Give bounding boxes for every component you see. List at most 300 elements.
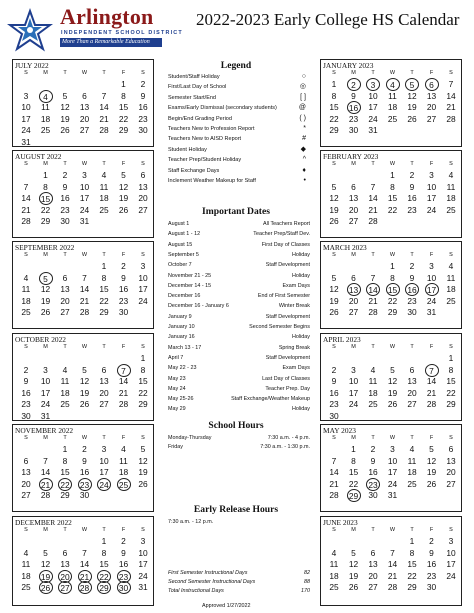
legend-item [168, 145, 308, 155]
day-cell: 12 [79, 376, 90, 387]
day-cell: 19 [118, 193, 129, 204]
day-cell: 19 [329, 204, 339, 215]
weekday-label: F [121, 70, 126, 76]
date-label: May 25-26 [168, 396, 194, 403]
day-cell: 19 [407, 102, 417, 113]
weekday-label: F [121, 435, 126, 441]
day-cell: 17 [138, 559, 148, 570]
legend-item [168, 134, 308, 144]
day-cell: 28 [446, 113, 456, 124]
weekday-label: S [332, 252, 336, 258]
weekday-label: T [371, 252, 375, 258]
event-label: Staff Development [265, 313, 310, 320]
event-label: All Teachers Report [263, 221, 310, 227]
day-cell: 10 [426, 181, 437, 192]
day-cell: 14 [329, 467, 339, 478]
instructional-label: Total Instructional Days [168, 588, 224, 594]
day-cell: 31 [426, 307, 437, 318]
day-cell: 15 [386, 283, 400, 296]
day-cell: 27 [348, 216, 359, 227]
day-cell: 16 [407, 193, 417, 204]
day-cell: 18 [99, 193, 109, 204]
day-cell: 20 [58, 570, 72, 583]
day-cell: 30 [348, 125, 359, 136]
day-cell: 19 [138, 467, 148, 478]
day-cell: 25 [21, 582, 31, 593]
day-cell: 24 [426, 204, 437, 215]
weekday-label: S [141, 252, 145, 258]
weekday-label: W [389, 252, 396, 258]
legend-label: Student Holiday [168, 146, 207, 153]
date-row [168, 344, 310, 352]
legend-label: Teachers New to Profession Report [168, 126, 255, 132]
day-cell: 27 [348, 307, 359, 318]
day-cell: 13 [368, 559, 378, 570]
day-cell: 15 [348, 467, 359, 478]
day-cell: 5 [405, 78, 419, 91]
day-cell: 29 [60, 490, 70, 501]
day-cell: 11 [329, 559, 339, 570]
day-cell: 13 [21, 467, 31, 478]
event-label: End of First Semester [257, 293, 310, 300]
day-cell: 31 [79, 216, 90, 227]
logo-name: Arlington [60, 4, 154, 29]
legend-symbol-icon: ○ [301, 73, 306, 80]
date-row [168, 313, 310, 321]
day-cell: 31 [368, 125, 378, 136]
day-cell: 10 [348, 376, 359, 387]
day-cell: 13 [407, 376, 417, 387]
day-cell: 6 [448, 444, 454, 454]
day-cell: 11 [99, 181, 109, 192]
weekday-label: T [410, 252, 414, 258]
day-cell: 16 [118, 559, 129, 570]
weekday-label: S [141, 70, 145, 76]
day-cell: 12 [118, 181, 129, 192]
day-cell: 15 [39, 192, 53, 205]
day-cell: 22 [97, 570, 111, 583]
weekday-label: W [81, 344, 88, 350]
weekday-label: S [332, 70, 336, 76]
day-cell: 12 [329, 284, 339, 295]
day-cell: 6 [351, 181, 356, 192]
day-cell: 3 [429, 170, 434, 180]
day-cell: 12 [40, 559, 51, 570]
day-cell: 3 [101, 444, 107, 454]
legend-item [168, 82, 308, 92]
day-cell: 24 [21, 125, 31, 136]
day-cell: 2 [370, 444, 376, 454]
day-cell: 9 [351, 90, 356, 101]
day-cell: 31 [40, 411, 51, 421]
day-cell: 7 [448, 79, 454, 89]
day-cell: 26 [329, 307, 339, 318]
day-cell: 2 [409, 261, 415, 271]
month-march-2023 [320, 241, 462, 329]
day-cell: 9 [62, 181, 68, 192]
day-cell: 2 [429, 536, 434, 546]
day-cell: 15 [387, 193, 398, 204]
day-cell: 29 [40, 216, 51, 227]
day-cell: 24 [387, 478, 398, 489]
day-cell: 25 [387, 113, 398, 124]
day-cell: 3 [43, 364, 48, 375]
day-cell: 15 [446, 376, 456, 387]
day-cell: 20 [348, 295, 359, 306]
instructional-row [168, 578, 310, 586]
month-may-2023 [320, 424, 462, 512]
day-cell: 6 [23, 455, 29, 466]
weekday-label: W [389, 435, 396, 441]
legend-symbol-icon: ( ) [299, 114, 306, 122]
day-cell: 16 [118, 284, 129, 295]
event-label: Staff Exchange/Weather Makeup [231, 396, 310, 403]
weekday-label: T [410, 435, 414, 441]
instructional-row [168, 587, 310, 595]
weekday-label: T [102, 527, 106, 533]
weekday-label: W [389, 527, 396, 533]
event-label: Winter Break [278, 303, 310, 310]
day-cell: 13 [99, 376, 109, 387]
day-cell: 3 [140, 536, 146, 546]
date-row [168, 395, 310, 403]
day-cell: 5 [140, 444, 146, 454]
weekday-label: T [410, 527, 414, 533]
weekday-label: W [389, 344, 396, 350]
day-cell: 12 [329, 193, 339, 204]
day-cell: 24 [40, 399, 51, 410]
date-label: May 23 [168, 375, 186, 382]
day-cell: 18 [40, 113, 51, 124]
day-cell: 20 [407, 387, 417, 398]
weekday-header [321, 252, 461, 259]
day-cell: 7 [331, 455, 337, 466]
day-cell: 2 [62, 170, 68, 180]
legend-label: Inclement Weather Makeup for Staff [168, 178, 256, 184]
month-name: JULY 2022 [15, 61, 49, 70]
day-cell: 18 [21, 295, 31, 306]
day-cell: 10 [40, 376, 51, 387]
date-row [168, 375, 310, 383]
legend-label: Teacher Prep/Student Holiday [168, 157, 242, 164]
day-cell: 29 [347, 489, 361, 502]
weekday-label: M [43, 70, 48, 76]
day-cell: 25 [446, 204, 456, 215]
day-cell: 4 [121, 444, 126, 454]
day-cell: 26 [60, 125, 70, 136]
day-cell: 30 [118, 307, 129, 318]
month-april-2023 [320, 333, 462, 421]
legend-symbol-icon: ♦ [302, 166, 306, 174]
legend-symbol-icon: @ [298, 104, 306, 112]
day-cell: 24 [79, 204, 90, 215]
date-row [168, 354, 310, 362]
day-cell: 14 [40, 467, 51, 478]
day-cell: 28 [368, 307, 378, 318]
day-cell: 21 [79, 295, 90, 306]
day-cell: 14 [79, 284, 90, 295]
date-row [168, 251, 310, 259]
instructional-label: Second Semester Instructional Days [168, 579, 256, 585]
day-cell: 18 [387, 102, 398, 113]
weekday-label: S [24, 252, 28, 258]
weekday-label: F [121, 527, 126, 533]
month-november-2022 [12, 424, 154, 512]
weekday-label: T [63, 344, 67, 350]
date-label: November 21 - 25 [168, 272, 212, 279]
weekday-header [13, 435, 153, 442]
day-cell: 2 [121, 536, 126, 546]
date-row [168, 385, 310, 393]
day-cell: 4 [23, 547, 29, 558]
day-cell: 19 [39, 570, 53, 583]
event-label: Holiday [292, 334, 310, 341]
day-cell: 19 [387, 387, 398, 398]
weekday-header [321, 161, 461, 168]
date-label: August 1 [168, 221, 190, 227]
event-label: Exam Days [282, 365, 310, 372]
day-cell: 10 [138, 547, 148, 558]
day-cell: 16 [21, 387, 31, 398]
day-cell: 11 [119, 455, 128, 466]
day-cell: 13 [348, 193, 359, 204]
day-cell: 23 [348, 113, 359, 124]
day-cell: 1 [43, 170, 48, 180]
day-cell: 30 [21, 411, 31, 421]
date-label: December 16 [168, 293, 201, 300]
legend-item [168, 176, 308, 186]
day-cell: 26 [348, 582, 359, 593]
early-release-title: Early Release Hours [193, 504, 279, 515]
month-january-2023 [320, 59, 462, 147]
day-cell: 26 [79, 399, 90, 410]
day-cell: 7 [425, 364, 439, 377]
day-cell: 25 [40, 125, 51, 136]
day-cell: 25 [21, 307, 31, 318]
day-cell: 23 [60, 204, 70, 215]
day-cell: 12 [426, 455, 437, 466]
day-cell: 7 [370, 272, 376, 283]
weekday-header [13, 70, 153, 77]
day-cell: 20 [446, 467, 456, 478]
day-cell: 15 [99, 284, 109, 295]
day-cell: 11 [368, 376, 378, 387]
legend-symbol-icon: ^ [302, 156, 306, 164]
date-label: March 13 - 17 [168, 344, 202, 351]
weekday-label: S [141, 161, 145, 167]
day-cell: 19 [426, 467, 437, 478]
approved-date: Approved 1/27/2022 [202, 603, 251, 609]
hours-day: Monday-Thursday [168, 435, 212, 441]
day-cell: 10 [368, 90, 378, 101]
date-label: December 16 - January 6 [168, 303, 229, 310]
day-cell: 11 [60, 376, 70, 387]
day-cell: 13 [426, 90, 437, 101]
day-cell: 4 [39, 90, 53, 103]
day-cell: 7 [390, 547, 395, 558]
event-label: Staff Development [265, 262, 310, 269]
date-label: October 7 [168, 262, 192, 269]
day-cell: 16 [426, 559, 437, 570]
legend-item [168, 155, 308, 165]
day-cell: 17 [99, 467, 109, 478]
weekday-label: M [43, 344, 48, 350]
day-cell: 30 [138, 125, 148, 136]
day-cell: 11 [407, 455, 417, 466]
weekday-label: W [389, 161, 396, 167]
day-cell: 3 [351, 364, 356, 375]
day-cell: 8 [101, 272, 107, 283]
month-august-2022 [12, 150, 154, 238]
date-row [168, 292, 310, 300]
weekday-label: T [371, 527, 375, 533]
day-cell: 10 [426, 272, 437, 283]
day-cell: 13 [60, 284, 70, 295]
event-label: Staff Development [265, 354, 310, 361]
day-cell: 9 [370, 455, 376, 466]
day-cell: 10 [387, 455, 398, 466]
day-cell: 9 [82, 455, 87, 466]
day-cell: 12 [40, 284, 51, 295]
day-cell: 10 [21, 102, 31, 113]
day-cell: 2 [409, 170, 415, 180]
page-title: 2022-2023 Early College HS Calendar [196, 10, 460, 29]
day-cell: 26 [407, 113, 417, 124]
day-cell: 9 [121, 272, 126, 283]
day-cell: 17 [446, 559, 456, 570]
day-cell: 9 [331, 376, 337, 387]
day-cell: 19 [60, 113, 70, 124]
day-cell: 9 [23, 376, 29, 387]
day-cell: 17 [348, 387, 359, 398]
day-cell: 24 [97, 478, 111, 491]
day-cell: 3 [23, 90, 29, 101]
day-cell: 16 [405, 283, 419, 296]
month-june-2023 [320, 516, 462, 606]
legend-symbol-icon: ◆ [300, 145, 306, 153]
day-cell: 9 [409, 272, 415, 283]
day-cell: 14 [446, 90, 456, 101]
day-cell: 1 [121, 79, 126, 89]
date-label: May 24 [168, 385, 186, 392]
day-cell: 1 [140, 353, 146, 363]
day-cell: 20 [21, 478, 31, 489]
day-cell: 21 [446, 102, 456, 113]
day-cell: 10 [79, 181, 90, 192]
day-cell: 25 [117, 478, 131, 491]
date-row [168, 364, 310, 372]
day-cell: 23 [329, 399, 339, 410]
date-row [168, 272, 310, 280]
day-cell: 5 [62, 90, 68, 101]
day-cell: 1 [409, 536, 415, 546]
day-cell: 26 [329, 216, 339, 227]
day-cell: 25 [60, 399, 70, 410]
day-cell: 4 [331, 547, 337, 558]
day-cell: 24 [426, 295, 437, 306]
day-cell: 21 [426, 387, 437, 398]
weekday-label: S [24, 344, 28, 350]
day-cell: 16 [329, 387, 339, 398]
day-cell: 10 [99, 455, 109, 466]
day-cell: 5 [39, 272, 53, 285]
weekday-label: W [81, 435, 88, 441]
weekday-label: T [371, 435, 375, 441]
day-cell: 6 [370, 547, 376, 558]
day-cell: 23 [407, 204, 417, 215]
day-cell: 28 [426, 399, 437, 410]
day-cell: 8 [390, 272, 395, 283]
day-cell: 22 [387, 295, 398, 306]
day-cell: 23 [118, 295, 129, 306]
logo-tagline: More Than a Remarkable Education [60, 38, 162, 47]
month-name: NOVEMBER 2022 [15, 426, 74, 435]
day-cell: 24 [446, 570, 456, 581]
day-cell: 1 [390, 261, 395, 271]
day-cell: 22 [58, 478, 72, 491]
day-cell: 12 [387, 376, 398, 387]
weekday-label: T [63, 161, 67, 167]
date-label: January 16 [168, 334, 195, 341]
date-label: April 7 [168, 354, 184, 361]
day-cell: 25 [329, 582, 339, 593]
day-cell: 22 [40, 204, 51, 215]
weekday-header [321, 527, 461, 534]
day-cell: 8 [140, 364, 146, 375]
weekday-label: F [429, 527, 434, 533]
day-cell: 4 [409, 444, 415, 454]
weekday-label: M [351, 527, 356, 533]
day-cell: 20 [426, 102, 437, 113]
hours-row [168, 443, 310, 451]
day-cell: 22 [138, 387, 148, 398]
date-label: January 9 [168, 313, 192, 320]
day-cell: 5 [43, 547, 48, 558]
day-cell: 7 [43, 455, 48, 466]
day-cell: 7 [370, 181, 376, 192]
month-name: JUNE 2023 [323, 518, 358, 527]
date-row [168, 261, 310, 269]
day-cell: 19 [79, 387, 90, 398]
weekday-label: T [102, 252, 106, 258]
weekday-label: S [332, 161, 336, 167]
legend-label: Semester Start/End [168, 94, 216, 101]
weekday-label: M [351, 344, 356, 350]
day-cell: 29 [407, 582, 417, 593]
day-cell: 21 [99, 113, 109, 124]
weekday-label: S [141, 527, 145, 533]
weekday-label: S [24, 435, 28, 441]
day-cell: 18 [407, 467, 417, 478]
day-cell: 20 [348, 204, 359, 215]
weekday-label: M [43, 527, 48, 533]
weekday-label: T [63, 435, 67, 441]
day-cell: 1 [390, 170, 395, 180]
weekday-header [13, 527, 153, 534]
date-row [168, 230, 310, 238]
day-cell: 22 [99, 295, 109, 306]
day-cell: 28 [78, 581, 92, 594]
day-cell: 20 [60, 295, 70, 306]
month-name: MARCH 2023 [323, 243, 367, 252]
day-cell: 18 [329, 570, 339, 581]
weekday-label: S [332, 344, 336, 350]
day-cell: 1 [62, 444, 68, 454]
day-cell: 7 [82, 272, 87, 283]
day-cell: 16 [60, 193, 70, 204]
weekday-label: F [429, 70, 434, 76]
legend-item [168, 103, 308, 113]
